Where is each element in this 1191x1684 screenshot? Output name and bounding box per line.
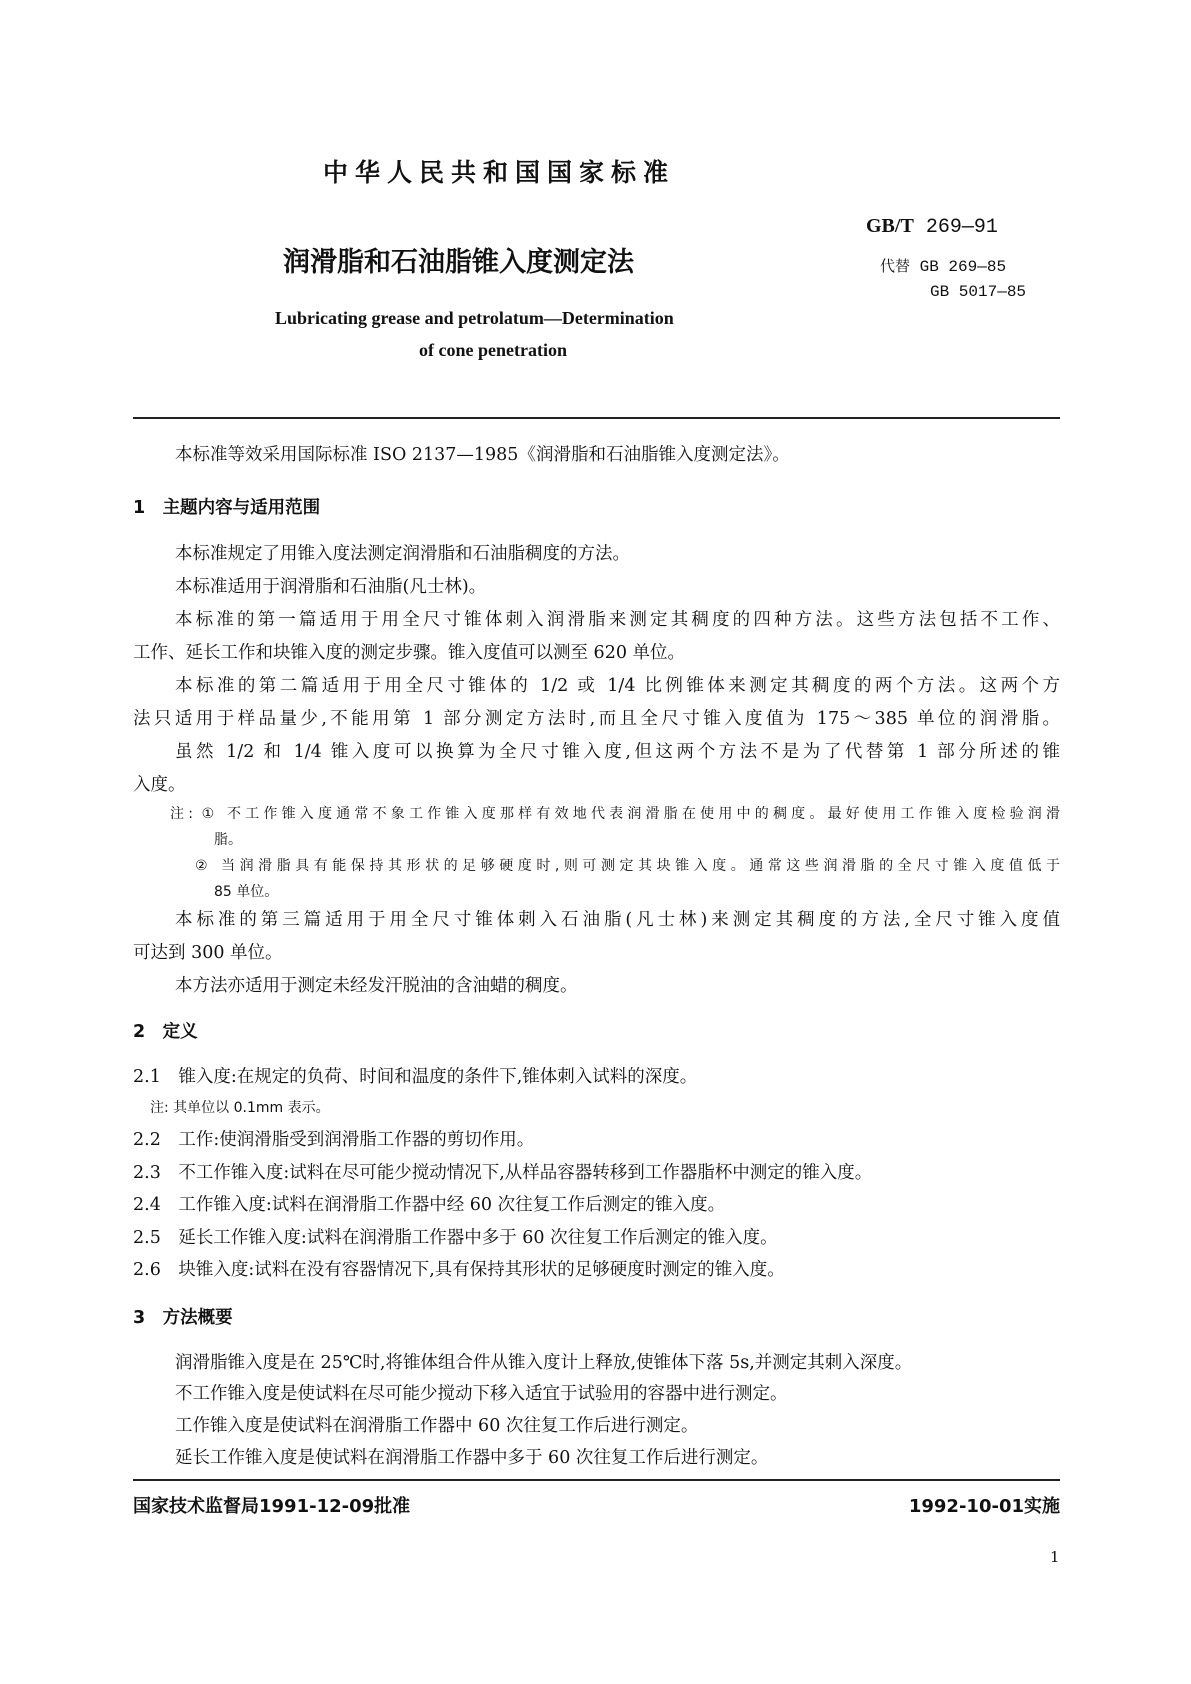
- clause-number: 2.3: [133, 1163, 161, 1183]
- note: 注: ① 不工作锥入度通常不象工作锥入度那样有效地代表润滑脂在使用中的稠度。最好使用工作锥入度检验润滑: [170, 806, 1060, 822]
- definition-2-3: [133, 1163, 872, 1184]
- definition-2-4: [133, 1195, 725, 1216]
- approval-date: 国家技术监督局1991-12-09批准: [133, 1496, 411, 1517]
- clause-text: 延长工作锥入度:试料在润滑脂工作器中多于 60 次往复工作后测定的锥入度。: [178, 1228, 778, 1248]
- note: 注: 其单位以 0.1mm 表示。: [150, 1100, 330, 1116]
- standard-category: 中华人民共和国国家标准: [323, 158, 676, 187]
- paragraph: 延长工作锥入度是使试料在润滑脂工作器中多于 60 次往复工作后进行测定。: [175, 1448, 769, 1468]
- note: 脂。: [214, 832, 242, 848]
- paragraph: 虽然 1/2 和 1/4 锥入度可以换算为全尺寸锥入度,但这两个方法不是为了代替第 1 部分所述的锥: [175, 742, 1060, 762]
- replaces-label: 代替: [880, 257, 911, 275]
- replaces-item: GB 269—85: [919, 258, 1007, 276]
- clause-text: 不工作锥入度:试料在尽可能少搅动情况下,从样品容器转移到工作器脂杯中测定的锥入度。: [178, 1163, 873, 1183]
- section-1-heading: 1 主题内容与适用范围: [133, 498, 321, 518]
- replaces: [880, 256, 1006, 276]
- note: ② 当润滑脂具有能保持其形状的足够硬度时,则可测定其块锥入度。通常这些润滑脂的全尺寸锥入度值低于: [195, 858, 1060, 874]
- paragraph: 本方法亦适用于测定未经发汗脱油的含油蜡的稠度。: [175, 976, 578, 996]
- code-number: 269—91: [925, 216, 998, 239]
- title-en-line1: Lubricating grease and petrolatum—Determination: [275, 308, 674, 328]
- paragraph: 工作锥入度是使试料在润滑脂工作器中 60 次往复工作后进行测定。: [175, 1416, 699, 1436]
- effective-date: 1992-10-01实施: [908, 1496, 1060, 1517]
- paragraph: 入度。: [133, 775, 186, 795]
- clause-text: 工作:使润滑脂受到润滑脂工作器的剪切作用。: [178, 1130, 535, 1150]
- definition-2-5: [133, 1228, 778, 1249]
- paragraph: 工作、延长工作和块锥入度的测定步骤。锥入度值可以测至 620 单位。: [133, 643, 686, 663]
- paragraph: 本标准的第一篇适用于用全尺寸锥体刺入润滑脂来测定其稠度的四种方法。这些方法包括不工作、: [175, 610, 1060, 630]
- paragraph: 润滑脂锥入度是在 25℃时,将锥体组合件从锥入度计上释放,使锥体下落 5s,并测定其刺入深度。: [175, 1353, 913, 1373]
- paragraph: 法只适用于样品量少,不能用第 1 部分测定方法时,而且全尺寸锥入度值为 175～385 单位的润滑脂。: [133, 709, 1060, 729]
- clause-number: 2.2: [133, 1130, 161, 1150]
- clause-number: 2.6: [133, 1260, 161, 1280]
- clause-text: 工作锥入度:试料在润滑脂工作器中经 60 次往复工作后测定的锥入度。: [178, 1195, 726, 1215]
- clause-number: 2.5: [133, 1228, 161, 1248]
- clause-text: 锥入度:在规定的负荷、时间和温度的条件下,锥体刺入试料的深度。: [178, 1067, 698, 1087]
- title-cn: 润滑脂和石油脂锥入度测定法: [283, 247, 634, 278]
- clause-text: 块锥入度:试料在没有容器情况下,具有保持其形状的足够硬度时测定的锥入度。: [178, 1260, 785, 1280]
- intro: 本标准等效采用国际标准 ISO 2137—1985《润滑脂和石油脂锥入度测定法》。: [175, 445, 790, 465]
- paragraph: 本标准规定了用锥入度法测定润滑脂和石油脂稠度的方法。: [175, 544, 630, 564]
- header-divider: [133, 417, 1060, 419]
- paragraph: 本标准的第三篇适用于用全尺寸锥体刺入石油脂(凡士林)来测定其稠度的方法,全尺寸锥入度值: [175, 910, 1060, 930]
- section-2-heading: 2 定义: [133, 1022, 198, 1042]
- definition-2-2: [133, 1130, 534, 1151]
- code-prefix: GB/T: [866, 215, 914, 237]
- standard-code: [866, 214, 998, 240]
- title-en-line2: of cone penetration: [419, 340, 567, 360]
- clause-number: 2.4: [133, 1195, 161, 1215]
- definition-2-6: [133, 1260, 785, 1281]
- paragraph: 不工作锥入度是使试料在尽可能少搅动下移入适宜于试验用的容器中进行测定。: [175, 1384, 788, 1404]
- note: 85 单位。: [214, 884, 279, 900]
- replaces-item: GB 5017—85: [930, 283, 1027, 301]
- paragraph: 本标准适用于润滑脂和石油脂(凡士林)。: [175, 577, 487, 597]
- paragraph: 本标准的第二篇适用于用全尺寸锥体的 1/2 或 1/4 比例锥体来测定其稠度的两个方法。这两个方: [175, 676, 1060, 696]
- paragraph: 可达到 300 单位。: [133, 943, 283, 963]
- definition-2-1: [133, 1067, 697, 1088]
- footer-divider: [133, 1479, 1060, 1481]
- clause-number: 2.1: [133, 1067, 161, 1087]
- section-3-heading: 3 方法概要: [133, 1308, 233, 1328]
- page-number: 1: [1050, 1548, 1060, 1566]
